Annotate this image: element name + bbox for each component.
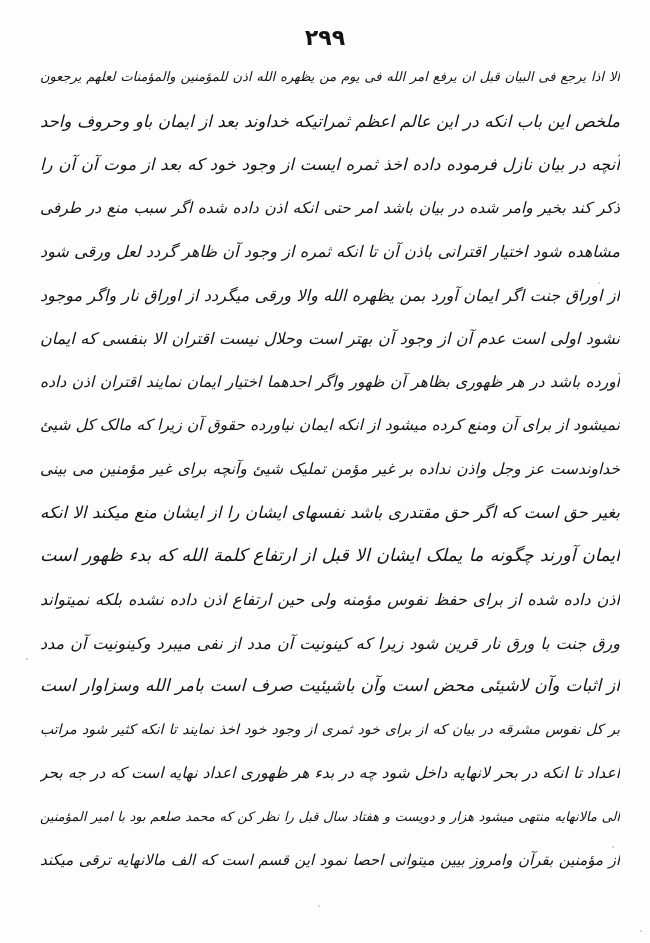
- text-line-10: خداوندست عز وجل واذن نداده بر غیر مؤمن تملیک شیئ وآنچه برای غیر مؤمنین می بینی: [40, 459, 620, 478]
- text-line-18: الی مالانهایه منتهی میشود هزار و دویست و هفتاد سال قبل را نظر کن که محمد صلعم بود با امیر المؤمنین: [40, 809, 620, 825]
- text-line-16: بر کل نفوس مشرقه در بیان که از برای خود ثمری از وجود خود اخذ نمایند تا انکه کثیر شود مراتب: [40, 721, 620, 738]
- paper-speck: [640, 930, 642, 932]
- text-line-6: از اوراق جنت اگر ایمان آورد بمن یظهره الله والا ورقی میگردد از اوراق نار واگر موجود: [40, 285, 620, 305]
- paper-speck: [612, 846, 614, 848]
- text-line-2: ملخص این باب انکه در این عالم اعظم ثمراتیکه خداوند بعد از ایمان باو وحروف واحد: [40, 111, 620, 131]
- text-line-15: از اثبات وآن لاشیئی محض است وآن باشیئیت صرف است بامر الله وسزاوار است: [40, 676, 620, 696]
- text-line-4: ذکر کند بخیر وامر شده در بیان باشد امر حتی انکه اذن داده شده اگر سبب منع در طرفی: [40, 198, 620, 217]
- paper-speck: [598, 282, 600, 284]
- text-line-13: اذن داده شده از برای حفظ نفوس مؤمنه ولی حین ارتفاع اذن داده نشده بلکه نمیتواند: [40, 590, 620, 609]
- text-line-11: بغیر حق است که اگر حق مقتدری باشد نفسهای ایشان را از ایشان منع میکند الا انکه: [40, 503, 620, 522]
- text-line-17: اعداد تا انکه در بحر لانهایه داخل شود چه در بدء هر ظهوری اعداد نهایه است که در جه بحر: [40, 764, 620, 782]
- text-line-19: از مؤمنین بقرآن وامروز بیین میتوانی احصا نمود این قسم است که الف مالانهایه ترقی میکند: [40, 851, 620, 869]
- text-line-1: الا اذا یرجع فی البیان قبل ان یرفع امر الله فی یوم من یظهره الله اذن للمؤمنین والمؤمنات لعلهم یرجعون: [40, 70, 620, 85]
- paper-speck: [26, 658, 28, 660]
- text-line-12: ایمان آورند چگونه ما یملک ایشان الا قبل از ارتفاع کلمة الله که بدء ظهور است: [40, 545, 620, 566]
- text-line-8: آورده باشد در هر ظهوری بظاهر آن ظهور واگر احدهما اختیار ایمان نمایند اقتران اذن داده: [40, 372, 620, 391]
- manuscript-text-block: [40, 56, 620, 883]
- text-line-5: مشاهده شود اختیار اقترانی باذن آن تا انکه ثمره از وجود آن ظاهر گردد لعل ورقی شود: [40, 242, 620, 261]
- text-line-7: نشود اولی است عدم آن از وجود آن بهتر است وحلال نیست اقتران الا بنفسی که ایمان: [40, 329, 620, 348]
- text-line-3: آنچه در بیان نازل فرموده داده اخذ ثمره ایست از وجود خود که بعد از موت آن آن را: [40, 155, 620, 174]
- text-line-9: نمیشود از برای آن ومنع کرده میشود از انکه ایمان نیاورده حقوق آن زیرا که مالک کل شیئ: [40, 416, 620, 434]
- paper-speck: [318, 905, 320, 907]
- page-number: ۲۹۹: [304, 26, 346, 51]
- text-line-14: ورق جنت با ورق نار قرین شود زیرا که کینونیت آن مدد از نفی میبرد وکینونیت آن مدد: [40, 633, 620, 653]
